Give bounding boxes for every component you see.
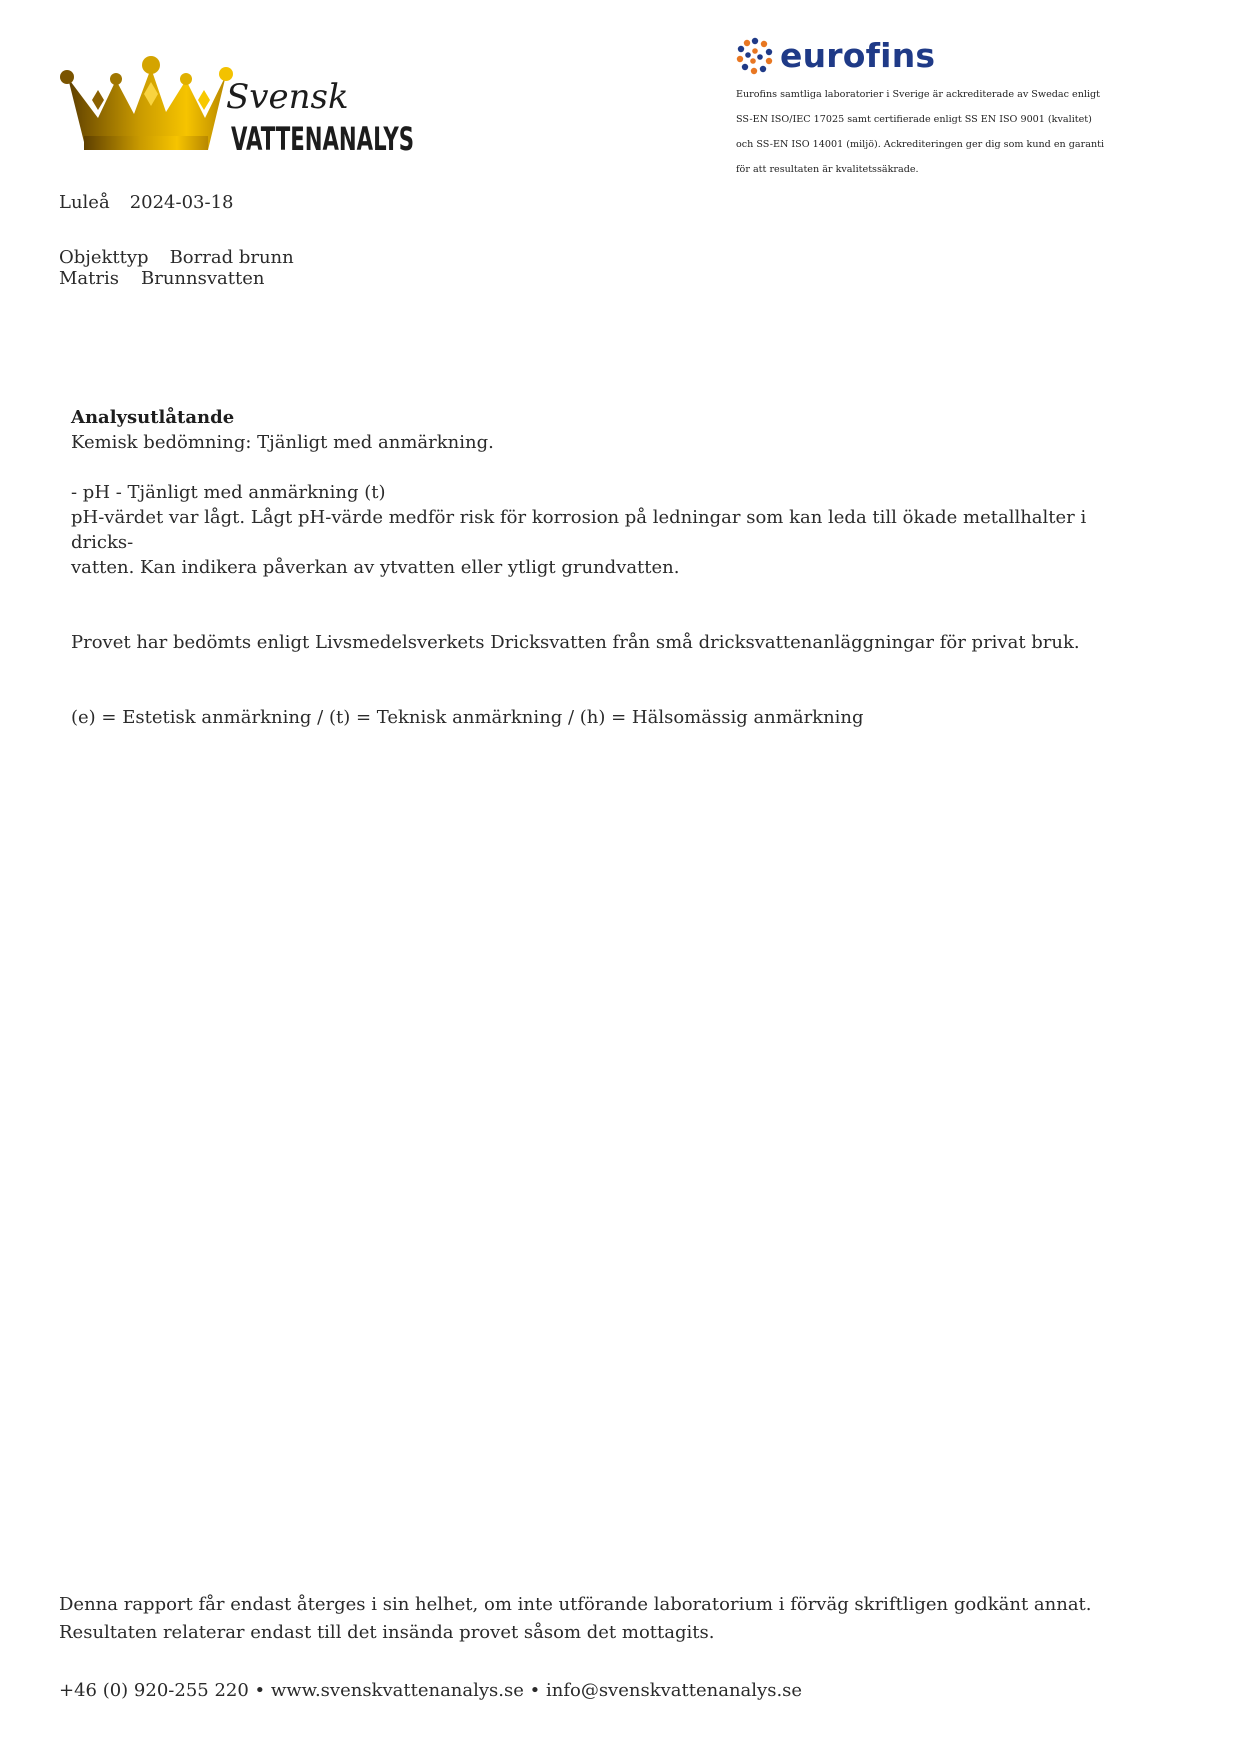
ph-item: - pH - Tjänligt med anmärkning (t) [71, 482, 386, 503]
matrix-row [59, 268, 294, 289]
logo-block-text: VATTENANALYS [231, 120, 414, 158]
report-date: 2024-03-18 [129, 192, 234, 213]
accreditation-line: SS-EN ISO/IEC 17025 samt certifierade enligt SS EN ISO 9001 (kvalitet) [736, 114, 1092, 125]
matrix-value: Brunnsvatten [141, 268, 265, 289]
accreditation-line: Eurofins samtliga laboratorier i Sverige är ackrediterade av Swedac enligt [736, 89, 1101, 100]
disclaimer-line: Resultaten relaterar endast till det insända provet såsom det mottagits. [59, 1622, 715, 1643]
chemical-assessment: Kemisk bedömning: Tjänligt med anmärkning. [71, 432, 494, 453]
eurofins-block [736, 36, 1105, 182]
eurofins-dots-icon [736, 37, 774, 75]
place-date-line [59, 192, 233, 213]
accreditation-note [736, 82, 1105, 182]
eurofins-wordmark: eurofins [780, 36, 936, 75]
ph-text-line: pH-värdet var lågt. Lågt pH-värde medför risk för korrosion på ledningar som kan leda till ökade metallhalter i dricks- [71, 507, 1087, 553]
analysis-heading: Analysutlåtande [71, 407, 235, 428]
ph-text-line: vatten. Kan indikera påverkan av ytvatten eller ytligt grundvatten. [71, 557, 680, 578]
footer-disclaimer [59, 1591, 1092, 1647]
svensk-vattenanalys-logo [58, 50, 418, 165]
matrix-label: Matris [59, 268, 119, 289]
analysis-statement [71, 405, 1111, 730]
object-type-row [59, 247, 294, 268]
place: Luleå [59, 192, 110, 213]
remark-legend: (e) = Estetisk anmärkning / (t) = Teknisk anmärkning / (h) = Hälsomässig anmärkning [71, 707, 864, 728]
logo-script-text: Svensk [226, 77, 349, 117]
footer-contact: +46 (0) 920-255 220 • www.svenskvattenanalys.se • info@svenskvattenanalys.se [59, 1680, 803, 1701]
object-type-label: Objekttyp [59, 247, 149, 268]
crown-logo-graphic [58, 50, 418, 165]
accreditation-line: för att resultaten är kvalitetssäkrade. [736, 164, 919, 175]
assessment-basis: Provet har bedömts enligt Livsmedelsverkets Dricksvatten från små dricksvattenanläggningar för privat bruk. [71, 632, 1080, 653]
sample-meta [59, 247, 294, 289]
eurofins-logo [736, 36, 1096, 76]
object-type-value: Borrad brunn [169, 247, 294, 268]
accreditation-line: och SS-EN ISO 14001 (miljö). Ackrediteringen ger dig som kund en garanti [736, 139, 1105, 150]
disclaimer-line: Denna rapport får endast återges i sin helhet, om inte utförande laboratorium i förväg skriftligen godkänt annat. [59, 1594, 1092, 1615]
